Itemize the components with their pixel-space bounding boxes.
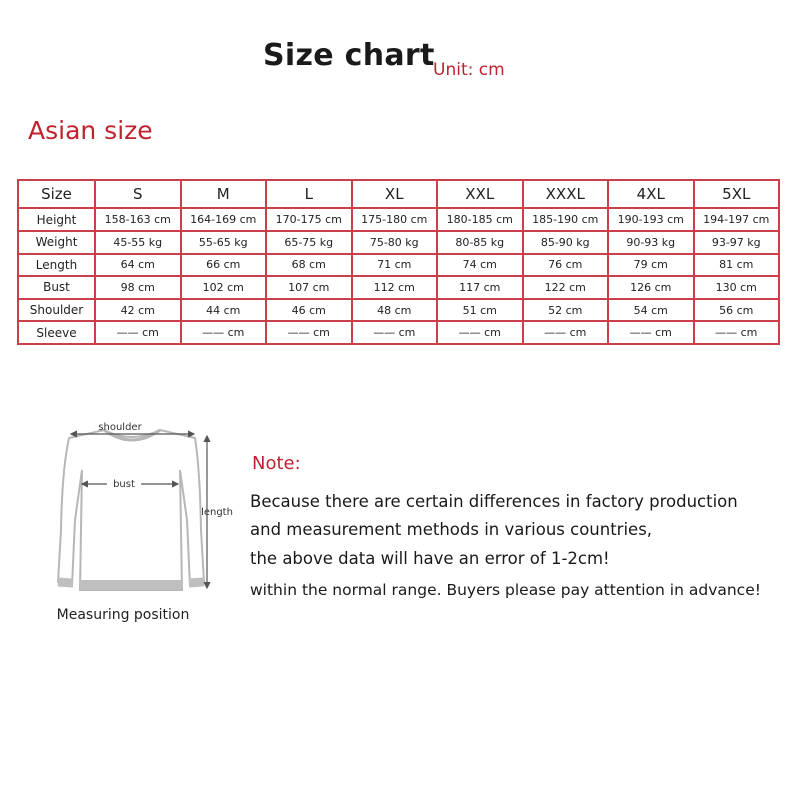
table-header-cell: L [267,181,351,207]
row-label: Sleeve [19,322,94,343]
table-row [19,209,778,230]
table-cell: 81 cm [695,255,779,276]
note-line: and measurement methods in various countries, [250,520,653,539]
page-title: Size chart [263,38,435,73]
table-cell: —— cm [609,322,693,343]
table-header-cell: Size [19,181,94,207]
table-cell: 80-85 kg [438,232,522,253]
table-row [19,255,778,276]
table-cell: —— cm [695,322,779,343]
table-cell: 56 cm [695,300,779,321]
table-row [19,300,778,321]
shoulder-label: shoulder [98,422,142,433]
bust-label: bust [113,479,135,490]
table-cell: 93-97 kg [695,232,779,253]
table-cell: 66 cm [182,255,266,276]
table-cell: —— cm [438,322,522,343]
table-header-cell: XXXL [524,181,608,207]
table-cell: 85-90 kg [524,232,608,253]
table-cell: 185-190 cm [524,209,608,230]
table-cell: 102 cm [182,277,266,298]
table-cell: 79 cm [609,255,693,276]
table-cell: 42 cm [96,300,180,321]
row-label: Shoulder [19,300,94,321]
size-table [17,179,780,345]
table-cell: 68 cm [267,255,351,276]
table-header-row [19,181,778,207]
table-cell: 65-75 kg [267,232,351,253]
table-cell: —— cm [96,322,180,343]
length-label: length [201,507,233,518]
row-label: Height [19,209,94,230]
table-cell: 54 cm [609,300,693,321]
row-label: Weight [19,232,94,253]
left-cuff [58,578,74,588]
note-line: the above data will have an error of 1-2cm! [250,549,610,568]
table-cell: 90-93 kg [609,232,693,253]
table-cell: 117 cm [438,277,522,298]
note-line: Because there are certain differences in factory production [250,492,738,511]
table-cell: —— cm [267,322,351,343]
table-header-cell: S [96,181,180,207]
table-cell: 164-169 cm [182,209,266,230]
table-cell: 180-185 cm [438,209,522,230]
table-row [19,232,778,253]
table-cell: —— cm [182,322,266,343]
table-header-cell: 4XL [609,181,693,207]
table-row [19,322,778,343]
table-cell: 64 cm [96,255,180,276]
table-cell: 175-180 cm [353,209,437,230]
table-header-cell: M [182,181,266,207]
table-cell: 112 cm [353,277,437,298]
table-cell: —— cm [524,322,608,343]
diagram-caption: Measuring position [56,607,190,623]
table-cell: —— cm [353,322,437,343]
table-cell: 107 cm [267,277,351,298]
table-row [19,277,778,298]
section-title: Asian size [28,116,153,145]
note-line: within the normal range. Buyers please pay attention in advance! [250,581,761,599]
table-cell: 126 cm [609,277,693,298]
table-cell: 122 cm [524,277,608,298]
table-cell: 74 cm [438,255,522,276]
row-label: Length [19,255,94,276]
table-cell: 45-55 kg [96,232,180,253]
unit-label: Unit: cm [433,60,505,80]
table-cell: 51 cm [438,300,522,321]
table-cell: 158-163 cm [96,209,180,230]
table-cell: 75-80 kg [353,232,437,253]
table-cell: 48 cm [353,300,437,321]
table-cell: 44 cm [182,300,266,321]
table-cell: 170-175 cm [267,209,351,230]
table-header-cell: 5XL [695,181,779,207]
table-cell: 55-65 kg [182,232,266,253]
note-title: Note: [252,453,301,474]
table-cell: 76 cm [524,255,608,276]
measurement-diagram [14,410,239,639]
table-cell: 130 cm [695,277,779,298]
right-cuff [189,577,205,587]
row-label: Bust [19,277,94,298]
table-cell: 46 cm [267,300,351,321]
table-header-cell: XL [353,181,437,207]
sweater-outline [58,430,204,590]
sweater-illustration [14,410,239,635]
table-cell: 190-193 cm [609,209,693,230]
table-cell: 71 cm [353,255,437,276]
sweater-hem [80,580,182,590]
table-cell: 52 cm [524,300,608,321]
table-cell: 98 cm [96,277,180,298]
table-cell: 194-197 cm [695,209,779,230]
table-header-cell: XXL [438,181,522,207]
